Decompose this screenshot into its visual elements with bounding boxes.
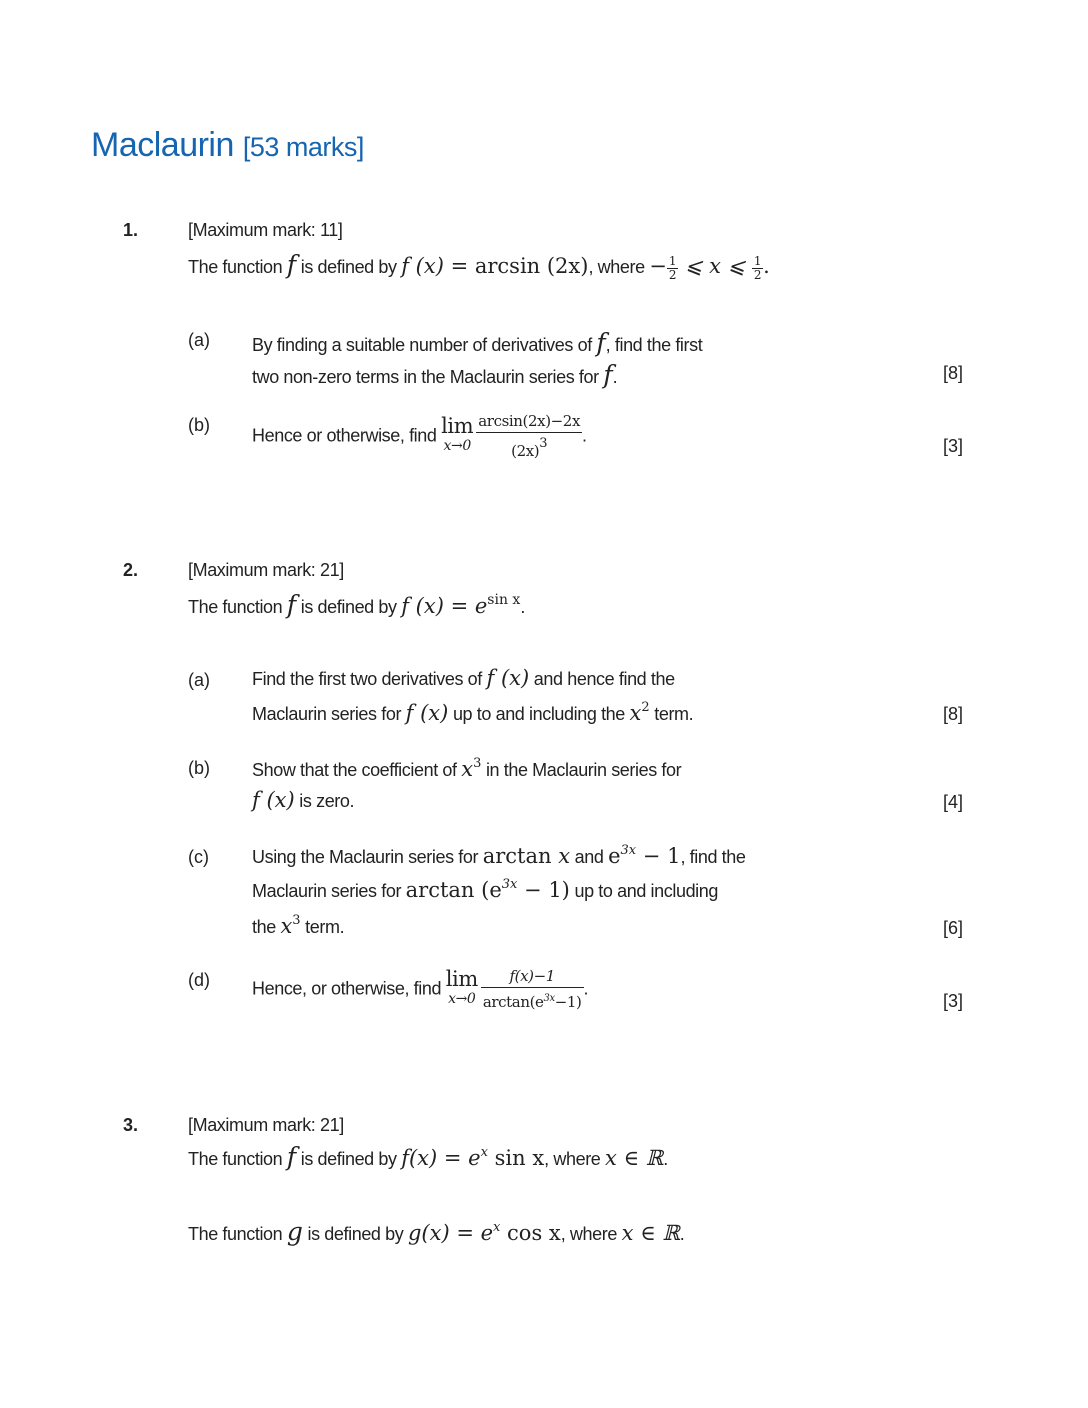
math: f(x) = e (401, 1146, 481, 1170)
math: − 1 (636, 844, 681, 868)
numerator: 1 (668, 253, 677, 268)
question-number: 1. (123, 220, 139, 240)
math: − 1) (517, 878, 570, 902)
part-text (252, 788, 354, 812)
part-mark: [6] (942, 918, 963, 938)
text: The function (188, 1224, 287, 1244)
lim-sub: x→0 (443, 438, 471, 454)
text: . (583, 978, 589, 999)
text: Using the Maclaurin series for (252, 847, 483, 867)
question-number: 2. (123, 560, 139, 580)
math: x (461, 757, 474, 781)
numerator: arcsin(2x)−2x (476, 410, 582, 433)
text: . (520, 597, 525, 617)
text: is defined by (296, 597, 402, 617)
part-label: (c) (188, 847, 209, 867)
lim-word: lim (441, 414, 474, 438)
fraction (667, 255, 678, 282)
math: f (x) = e (401, 594, 488, 618)
text: two non-zero terms in the Maclaurin series for (252, 367, 604, 387)
text: term. (300, 917, 345, 937)
exponent: sin x (487, 592, 521, 608)
question-intro (188, 1142, 668, 1171)
math: cos x (500, 1221, 561, 1245)
math: g(x) = e (407, 1221, 494, 1245)
part-label: (b) (188, 758, 210, 778)
denominator: 2 (668, 267, 677, 282)
math: f (x) = (401, 254, 475, 278)
part-text (252, 666, 675, 690)
limit (446, 969, 478, 1009)
part-mark: [3] (942, 436, 963, 456)
math: arctan (482, 844, 559, 868)
page-title (91, 126, 364, 165)
math: ⩽ x ⩽ (678, 254, 752, 278)
exponent: x (480, 1145, 488, 1160)
part-text (252, 843, 746, 868)
question-number: 3. (123, 1115, 139, 1135)
text: . (679, 1224, 685, 1244)
text: and hence find the (529, 669, 675, 689)
math: f (286, 1142, 297, 1171)
text: up to and including (569, 881, 718, 901)
math: f (286, 590, 297, 619)
text: in the Maclaurin series for (481, 760, 682, 780)
part-mark: [8] (942, 704, 963, 724)
math: (e (481, 878, 502, 902)
fraction (752, 255, 763, 282)
math: e (608, 844, 621, 868)
part-text (252, 360, 617, 389)
text: is defined by (296, 1149, 402, 1169)
exponent: 3x (543, 993, 555, 1004)
denominator (476, 433, 582, 462)
max-mark: [Maximum mark: 21] (188, 560, 344, 580)
text: By finding a suitable number of derivatives of (252, 335, 597, 355)
text: is zero. (294, 791, 355, 811)
math: f (286, 250, 297, 279)
text: Hence or otherwise, find (252, 425, 442, 446)
math: f (x) (252, 788, 295, 812)
math: x ∈ ℝ (621, 1221, 680, 1245)
max-mark: [Maximum mark: 11] (188, 220, 343, 240)
part-mark: [3] (942, 991, 963, 1011)
text: , where (560, 1224, 622, 1244)
part-text (252, 700, 693, 725)
part-text (252, 410, 587, 462)
fraction (481, 965, 584, 1013)
question-intro-2 (188, 1217, 684, 1246)
part-text (252, 756, 681, 781)
denominator (481, 988, 584, 1013)
title-marks: [53 marks] (242, 132, 364, 162)
text: . (582, 425, 587, 446)
math: − (649, 254, 667, 278)
part-label: (a) (188, 670, 210, 690)
question-intro (188, 590, 525, 619)
part-label: (a) (188, 330, 210, 350)
exponent: 3x (501, 877, 518, 892)
text: , where (544, 1149, 606, 1169)
text: arctan(e (482, 993, 544, 1011)
text: The function (188, 597, 287, 617)
part-text (252, 913, 344, 938)
text: and (570, 847, 609, 867)
text: −1) (554, 993, 582, 1011)
math: g (286, 1217, 303, 1246)
denominator: 2 (753, 267, 762, 282)
text: The function (188, 257, 287, 277)
text: the (252, 917, 281, 937)
text: , find the (680, 847, 746, 867)
title-main: Maclaurin (91, 126, 234, 164)
max-mark: [Maximum mark: 21] (188, 1115, 344, 1135)
text: . (612, 367, 618, 387)
text: The function (188, 1149, 287, 1169)
fraction (476, 410, 582, 462)
part-label: (d) (188, 970, 210, 990)
math: f (x) (486, 666, 530, 690)
numerator: f(x)−1 (481, 965, 584, 988)
part-text (252, 328, 702, 357)
math: . (763, 254, 770, 278)
text: (2x) (511, 442, 540, 460)
limit (441, 416, 473, 456)
part-mark: [4] (942, 792, 963, 812)
part-mark: [8] (942, 363, 963, 383)
exponent: 2 (641, 700, 650, 715)
text: Find the first two derivatives of (252, 669, 487, 689)
exponent: 3 (539, 436, 548, 451)
lim-sub: x→0 (448, 991, 476, 1007)
part-label: (b) (188, 415, 210, 435)
math: f (603, 360, 613, 389)
question-intro (188, 250, 770, 282)
math: arcsin (2x) (474, 254, 589, 278)
text: is defined by (296, 257, 402, 277)
numerator: 1 (753, 253, 762, 268)
math: x (629, 701, 642, 725)
exponent: 3 (292, 913, 301, 928)
math: x (280, 914, 293, 938)
text: term. (649, 704, 694, 724)
text: Show that the coefficient of (252, 760, 462, 780)
text: . (663, 1149, 668, 1169)
math: sin x (487, 1146, 545, 1170)
math: f (596, 328, 606, 357)
part-text (252, 965, 588, 1013)
exponent: x (493, 1220, 501, 1235)
text: Maclaurin series for (252, 881, 406, 901)
text: up to and including the (448, 704, 630, 724)
text: , where (588, 257, 650, 277)
math: x ∈ ℝ (605, 1146, 664, 1170)
exponent: 3 (473, 756, 482, 771)
text: , find the first (605, 335, 703, 355)
math: x (558, 844, 571, 868)
text: Hence, or otherwise, find (252, 978, 446, 999)
part-text (252, 877, 718, 902)
text: Maclaurin series for (252, 704, 406, 724)
math: f (x) (405, 701, 449, 725)
lim-word: lim (445, 967, 478, 991)
math: arctan (405, 878, 482, 902)
text: is defined by (302, 1224, 408, 1244)
exponent: 3x (620, 843, 637, 858)
